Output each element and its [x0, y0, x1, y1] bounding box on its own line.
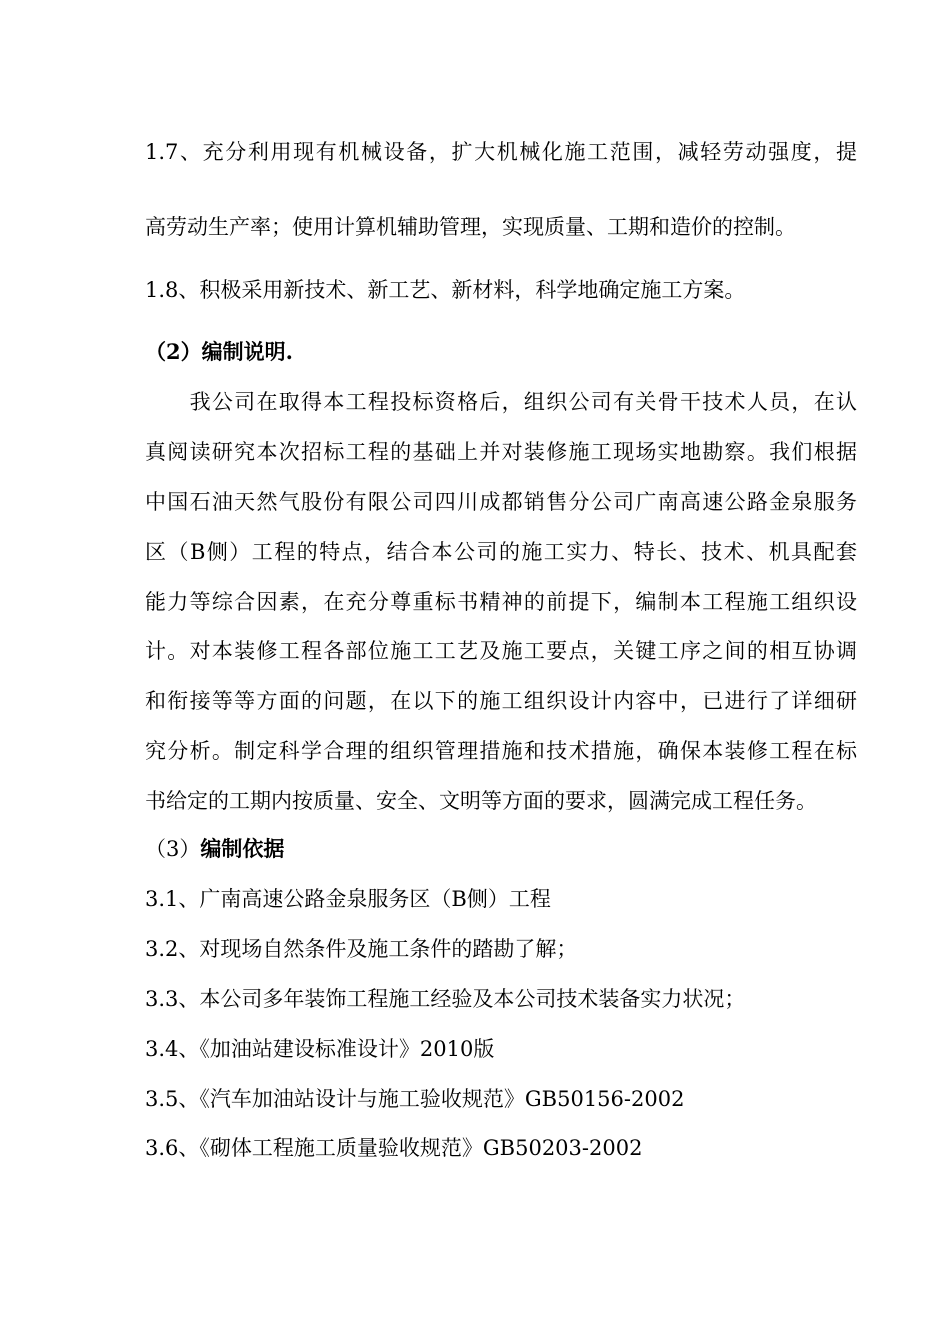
paragraph-line: 和衔接等等方面的问题，在以下的施工组织设计内容中，已进行了详细研: [145, 689, 857, 713]
section-3-heading: [145, 834, 857, 864]
paragraph-line: 真阅读研究本次招标工程的基础上并对装修施工现场实地勘察。我们根据: [145, 440, 857, 464]
paragraph-line: 我公司在取得本工程投标资格后，组织公司有关骨干技术人员，在认: [145, 390, 857, 414]
list-item-3-2: 3.2、对现场自然条件及施工条件的踏勘了解；: [145, 937, 578, 961]
paragraph-line: 能力等综合因素，在充分尊重标书精神的前提下，编制本工程施工组织设: [145, 590, 857, 614]
text-line-1-7b: 高劳动生产率；使用计算机辅助管理，实现质量、工期和造价的控制。: [145, 215, 796, 239]
section-3-heading-text: 编制依据: [200, 836, 285, 861]
paragraph-line: 书给定的工期内按质量、安全、文明等方面的要求，圆满完成工程任务。: [145, 789, 817, 813]
list-item-3-5: 3.5、《汽车加油站设计与施工验收规范》GB50156-2002: [145, 1087, 685, 1111]
list-item-3-6: 3.6、《砌体工程施工质量验收规范》GB50203-2002: [145, 1136, 643, 1160]
section-3-heading-number: （3）: [145, 837, 201, 861]
paragraph-line: 中国石油天然气股份有限公司四川成都销售分公司广南高速公路金泉服务: [145, 490, 857, 514]
paragraph-line: 区（B侧）工程的特点，结合本公司的施工实力、特长、技术、机具配套: [145, 540, 857, 564]
list-item-3-4: 3.4、《加油站建设标准设计》2010版: [145, 1037, 495, 1061]
text-line-1-7a: 1.7、充分利用现有机械设备，扩大机械化施工范围，减轻劳动强度，提: [145, 140, 857, 164]
section-2-heading: （2）编制说明.: [145, 339, 293, 364]
paragraph-line: 计。对本装修工程各部位施工工艺及施工要点，关键工序之间的相互协调: [145, 639, 857, 663]
text-line-1-8: 1.8、积极采用新技术、新工艺、新材料，科学地确定施工方案。: [145, 278, 746, 302]
paragraph-line: 究分析。制定科学合理的组织管理措施和技术措施，确保本装修工程在标: [145, 739, 857, 763]
list-item-3-1: 3.1、广南高速公路金泉服务区（B侧）工程: [145, 887, 551, 911]
list-item-3-3: 3.3、本公司多年装饰工程施工经验及本公司技术装备实力状况；: [145, 987, 746, 1011]
